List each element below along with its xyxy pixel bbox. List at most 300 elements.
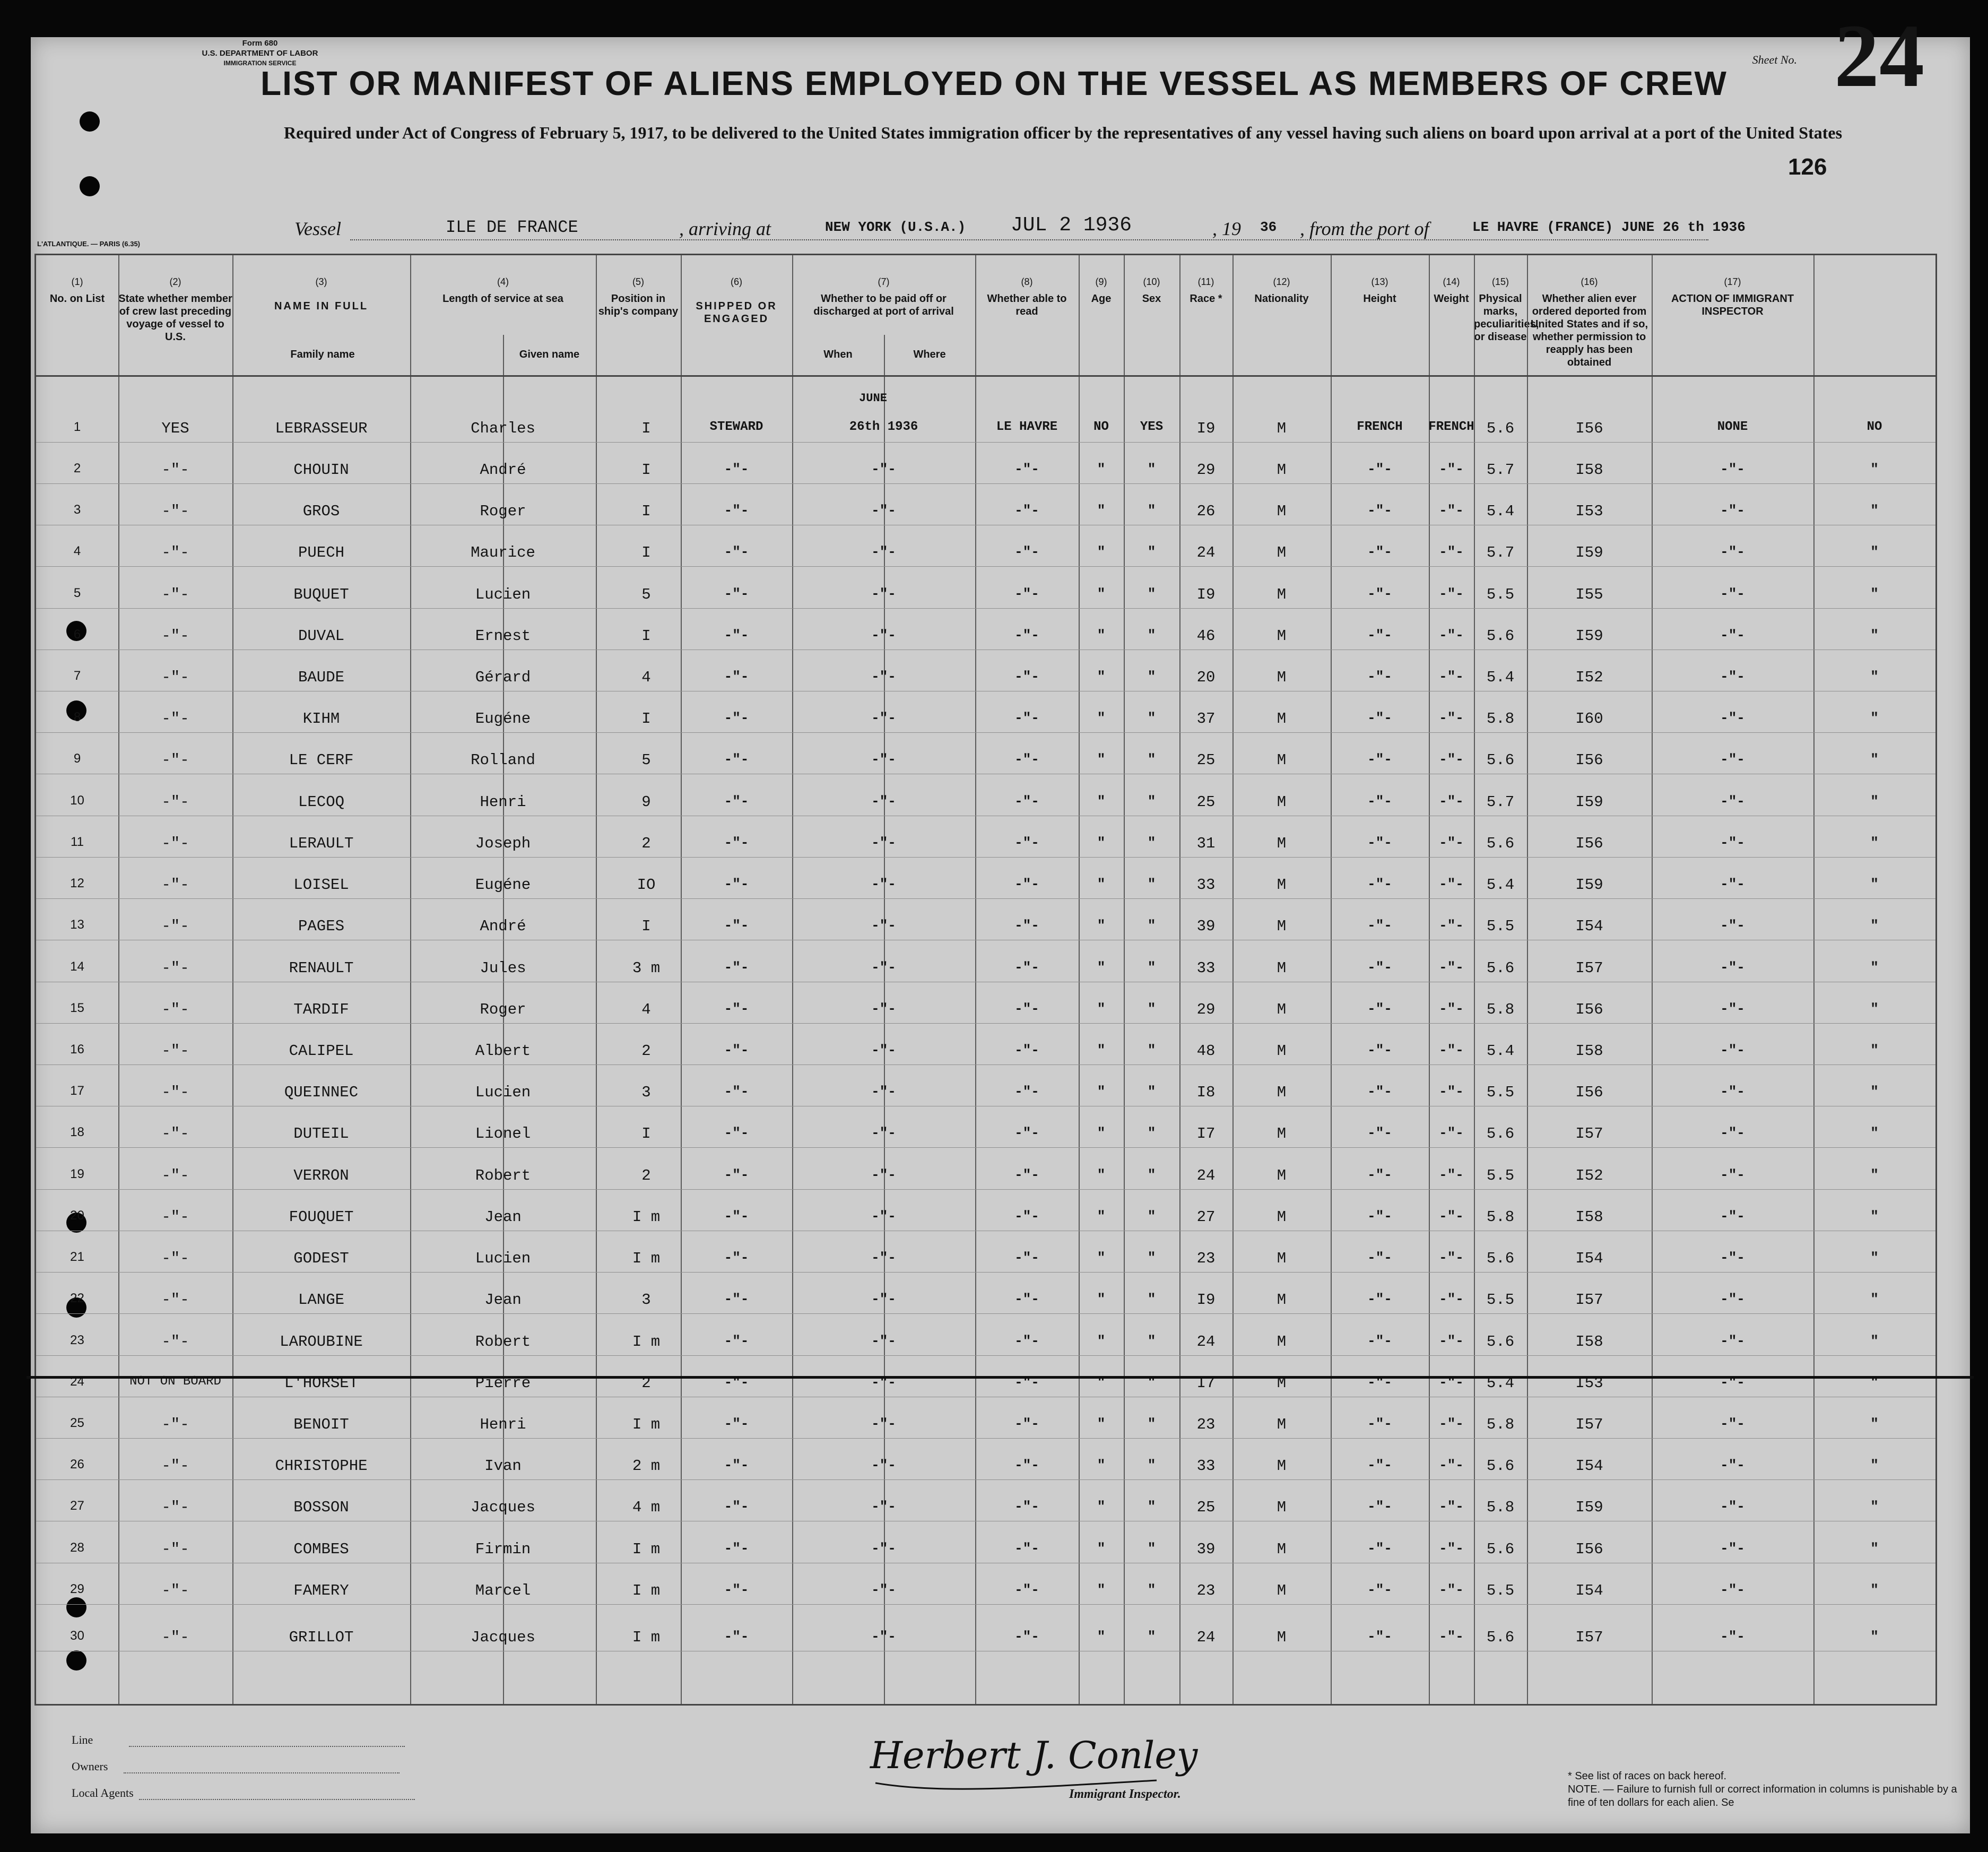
inspector-label: Immigrant Inspector. — [1069, 1787, 1181, 1801]
column-header-16 — [1527, 255, 1652, 375]
length-of-service: 4 — [641, 1001, 651, 1018]
height: 5.6 — [1486, 1457, 1515, 1475]
ditto-mark: -"- — [1367, 1167, 1392, 1183]
sex: M — [1277, 1416, 1287, 1433]
row-number: 21 — [70, 1250, 84, 1264]
ditto-mark: -"- — [1014, 503, 1039, 518]
physical-marks: NONE — [1717, 420, 1748, 434]
ditto-mark: " — [1097, 1499, 1106, 1515]
race: FRENCH — [1357, 420, 1403, 434]
weight: I52 — [1575, 669, 1603, 686]
column-header-17 — [1652, 255, 1813, 375]
given-name: Ernest — [475, 627, 531, 645]
previous-voyage: NOT ON BOARD — [129, 1374, 221, 1389]
family-name: LE CERF — [289, 751, 354, 769]
weight: I59 — [1575, 876, 1603, 894]
from-label: , from the port of — [1300, 218, 1429, 239]
ditto-mark: -"- — [1720, 1125, 1745, 1141]
column-header-11 — [1179, 255, 1232, 375]
row-rule — [36, 483, 1935, 484]
family-name: BOSSON — [293, 1499, 349, 1516]
ditto-mark: -"- — [1439, 1582, 1464, 1598]
length-of-service: 2 — [641, 1042, 651, 1060]
ditto-mark: " — [1097, 1541, 1106, 1556]
arriving-port: NEW YORK (U.S.A.) — [825, 219, 966, 235]
given-name: Maurice — [471, 544, 535, 561]
row-rule — [36, 1313, 1935, 1314]
column-label: SHIPPED OR ENGAGED — [696, 300, 777, 325]
given-name: Robert — [475, 1167, 531, 1184]
length-of-service: I — [641, 503, 651, 520]
ditto-mark: " — [1097, 1084, 1106, 1100]
local-agents-label: Local Agents — [72, 1786, 134, 1799]
ditto-mark: -"- — [1439, 1167, 1464, 1183]
weight: I59 — [1575, 627, 1603, 645]
ditto-mark: " — [1147, 876, 1156, 892]
row-number: 14 — [70, 959, 84, 974]
ditto-mark: -"- — [1367, 876, 1392, 892]
sex: M — [1277, 503, 1287, 520]
ditto-mark: -"- — [1367, 1208, 1392, 1224]
given-name: Jules — [480, 959, 526, 977]
sex: M — [1277, 1582, 1287, 1599]
weight: I56 — [1575, 835, 1603, 852]
family-name: CALIPEL — [289, 1042, 354, 1060]
row-rule — [36, 1272, 1935, 1273]
ditto-mark: -"- — [724, 835, 749, 851]
ditto-mark: -"- — [1367, 1541, 1392, 1556]
ditto-mark: -"- — [1439, 1291, 1464, 1307]
subheader-given: Given name — [519, 349, 580, 360]
weight: I57 — [1575, 1416, 1603, 1433]
ditto-mark: " — [1870, 710, 1879, 726]
previous-voyage: -"- — [161, 751, 189, 769]
form-line: U.S. DEPARTMENT OF LABOR — [202, 49, 318, 58]
ditto-mark: -"- — [1439, 1084, 1464, 1100]
ditto-mark: -"- — [1367, 1629, 1392, 1645]
ditto-mark: -"- — [1720, 1001, 1745, 1017]
ditto-mark: -"- — [1720, 461, 1745, 477]
ditto-mark: " — [1097, 586, 1106, 602]
ditto-mark: -"- — [1439, 1250, 1464, 1266]
length-of-service: I — [641, 461, 651, 479]
ditto-mark: -"- — [724, 1457, 749, 1473]
ditto-mark: -"- — [1439, 1629, 1464, 1645]
sex: M — [1277, 1291, 1287, 1309]
column-header-8 — [975, 255, 1079, 375]
height: 5.5 — [1486, 918, 1515, 935]
column-header-12 — [1232, 255, 1331, 375]
vessel-line-rule — [350, 239, 1708, 240]
column-rule — [1429, 255, 1430, 1704]
column-number: (8) — [1021, 276, 1033, 287]
family-name: DUVAL — [298, 627, 345, 645]
age: 23 — [1196, 1416, 1216, 1433]
weight: I58 — [1575, 1208, 1603, 1226]
weight: I57 — [1575, 959, 1603, 977]
age: I8 — [1196, 1084, 1216, 1101]
header-rule — [36, 375, 1935, 377]
ditto-mark: " — [1097, 1250, 1106, 1266]
ditto-mark: -"- — [1014, 1208, 1039, 1224]
ditto-mark: -"- — [1367, 1291, 1392, 1307]
previous-voyage: -"- — [161, 627, 189, 645]
ditto-mark: -"- — [1367, 1125, 1392, 1141]
sex: M — [1277, 461, 1287, 479]
column-number: (16) — [1581, 276, 1598, 287]
row-number: 2 — [73, 461, 81, 475]
sex: M — [1277, 1042, 1287, 1060]
sex: M — [1277, 669, 1287, 686]
family-name: VERRON — [293, 1167, 349, 1184]
ditto-mark: " — [1097, 627, 1106, 643]
length-of-service: I m — [632, 1541, 661, 1558]
column-label: Sex — [1142, 293, 1161, 305]
sex: M — [1277, 1374, 1287, 1392]
previous-voyage: -"- — [161, 669, 189, 686]
ditto-mark: -"- — [871, 544, 896, 560]
ditto-mark: -"- — [1014, 959, 1039, 975]
ditto-mark: " — [1097, 959, 1106, 975]
column-label: Length of service at sea — [442, 293, 563, 305]
height: 5.8 — [1486, 1416, 1515, 1433]
height: 5.7 — [1486, 461, 1515, 479]
ditto-mark: -"- — [871, 461, 896, 477]
ditto-mark: -"- — [1367, 1499, 1392, 1515]
printer-imprint: L'ATLANTIQUE. — PARIS (6.35) — [37, 240, 141, 248]
ditto-mark: -"- — [871, 1001, 896, 1017]
ditto-mark: -"- — [1367, 461, 1392, 477]
column-label: Age — [1091, 293, 1112, 305]
length-of-service: I — [641, 710, 651, 728]
given-name: Roger — [480, 503, 526, 520]
previous-voyage: -"- — [161, 1167, 189, 1184]
sex: M — [1277, 1250, 1287, 1267]
ditto-mark: -"- — [1014, 586, 1039, 602]
column-header-9 — [1079, 255, 1124, 375]
column-rule — [1527, 255, 1528, 1704]
row-rule — [36, 1147, 1935, 1148]
ditto-mark: -"- — [724, 1541, 749, 1556]
ditto-mark: " — [1870, 627, 1879, 643]
ditto-mark: -"- — [871, 1416, 896, 1432]
row-number: 29 — [70, 1582, 84, 1596]
ditto-mark: " — [1147, 627, 1156, 643]
ditto-mark: -"- — [1439, 1042, 1464, 1058]
length-of-service: I m — [632, 1582, 661, 1599]
ditto-mark: -"- — [1367, 1250, 1392, 1266]
ditto-mark: -"- — [724, 710, 749, 726]
height: 5.6 — [1486, 959, 1515, 977]
row-number: 28 — [70, 1541, 84, 1555]
column-label: NAME IN FULL — [274, 300, 369, 312]
ditto-mark: " — [1870, 1499, 1879, 1515]
race-note: * See list of races on back hereof. — [1568, 1770, 1727, 1782]
paid-off: NO — [1093, 420, 1109, 434]
weight: I59 — [1575, 544, 1603, 561]
age: I9 — [1196, 586, 1216, 603]
previous-voyage: -"- — [161, 918, 189, 935]
previous-voyage: -"- — [161, 793, 189, 811]
ditto-mark: -"- — [871, 503, 896, 518]
row-number: 22 — [70, 1291, 84, 1305]
length-of-service: I m — [632, 1208, 661, 1226]
ditto-mark: " — [1147, 1125, 1156, 1141]
family-name: COMBES — [293, 1541, 349, 1558]
given-name: Charles — [471, 420, 535, 437]
sex: M — [1277, 1629, 1287, 1646]
ditto-mark: " — [1147, 1250, 1156, 1266]
shipped-when: 26th 1936 — [849, 420, 918, 434]
ditto-mark: -"- — [724, 1374, 749, 1390]
ditto-mark: -"- — [1720, 1250, 1745, 1266]
family-name: GRILLOT — [289, 1629, 354, 1646]
ditto-mark: -"- — [1014, 1042, 1039, 1058]
ditto-mark: -"- — [1439, 544, 1464, 560]
ditto-mark: " — [1147, 1457, 1156, 1473]
deported: NO — [1867, 420, 1882, 434]
age: 29 — [1196, 461, 1216, 479]
height: 5.6 — [1486, 1629, 1515, 1646]
ditto-mark: -"- — [724, 793, 749, 809]
length-of-service: I m — [632, 1333, 661, 1351]
ditto-mark: " — [1870, 503, 1879, 518]
ditto-mark: -"- — [1367, 710, 1392, 726]
ditto-mark: " — [1147, 1541, 1156, 1556]
sex: M — [1277, 1499, 1287, 1516]
height: 5.4 — [1486, 669, 1515, 686]
height: 5.8 — [1486, 710, 1515, 728]
ditto-mark: -"- — [724, 544, 749, 560]
ditto-mark: -"- — [1720, 876, 1745, 892]
ditto-mark: -"- — [871, 710, 896, 726]
ditto-mark: " — [1097, 503, 1106, 518]
ditto-mark: -"- — [1439, 669, 1464, 685]
height: 5.4 — [1486, 876, 1515, 894]
ditto-mark: -"- — [1720, 835, 1745, 851]
family-name: BAUDE — [298, 669, 345, 686]
given-name: Firmin — [475, 1541, 531, 1558]
given-name: Jean — [484, 1291, 522, 1309]
ditto-mark: -"- — [1014, 1457, 1039, 1473]
ditto-mark: " — [1097, 1291, 1106, 1307]
ditto-mark: -"- — [1720, 1499, 1745, 1515]
row-rule — [36, 732, 1935, 733]
ditto-mark: -"- — [1720, 959, 1745, 975]
previous-voyage: -"- — [161, 876, 189, 894]
age: 48 — [1196, 1042, 1216, 1060]
ditto-mark: -"- — [1014, 1374, 1039, 1390]
year-label: , 19 — [1212, 218, 1241, 239]
previous-voyage: -"- — [161, 1084, 189, 1101]
ditto-mark: -"- — [871, 1291, 896, 1307]
age: 24 — [1196, 544, 1216, 561]
height: 5.7 — [1486, 793, 1515, 811]
row-number: 3 — [73, 503, 81, 517]
line-rule — [129, 1746, 405, 1747]
ditto-mark: " — [1097, 1582, 1106, 1598]
column-label: No. on List — [49, 293, 105, 305]
column-rule — [975, 255, 976, 1704]
ditto-mark: -"- — [724, 1084, 749, 1100]
column-rule — [596, 255, 597, 1704]
ditto-mark: -"- — [1720, 918, 1745, 933]
sex: M — [1277, 876, 1287, 894]
column-number: (12) — [1273, 276, 1290, 287]
ditto-mark: -"- — [724, 959, 749, 975]
ditto-mark: " — [1147, 1416, 1156, 1432]
height: 5.7 — [1486, 544, 1515, 561]
given-name: Pierre — [475, 1374, 531, 1392]
sex: M — [1277, 793, 1287, 811]
ditto-mark: -"- — [871, 751, 896, 767]
line-field — [72, 1733, 405, 1747]
local-agents-field — [72, 1786, 415, 1800]
ditto-mark: -"- — [724, 1125, 749, 1141]
ditto-mark: -"- — [1367, 627, 1392, 643]
row-number: 9 — [73, 751, 81, 766]
length-of-service: I — [641, 918, 651, 935]
ditto-mark: " — [1097, 835, 1106, 851]
ditto-mark: -"- — [1014, 1629, 1039, 1645]
ditto-mark: -"- — [724, 669, 749, 685]
ditto-mark: " — [1870, 1291, 1879, 1307]
weight: I59 — [1575, 1499, 1603, 1516]
ditto-mark: -"- — [1720, 1582, 1745, 1598]
ditto-mark: " — [1147, 1374, 1156, 1390]
sex: M — [1277, 1084, 1287, 1101]
sheet-label: Sheet No. — [1752, 53, 1797, 66]
footnotes — [1568, 1770, 1971, 1810]
previous-voyage: -"- — [161, 544, 189, 561]
weight: I59 — [1575, 793, 1603, 811]
age: I7 — [1196, 1125, 1216, 1143]
column-rule — [1813, 255, 1815, 1704]
length-of-service: I m — [632, 1629, 661, 1646]
ditto-mark: " — [1870, 1167, 1879, 1183]
ditto-mark: -"- — [871, 1582, 896, 1598]
column-rule — [118, 255, 119, 1704]
ditto-mark: -"- — [871, 1042, 896, 1058]
ditto-mark: -"- — [1014, 627, 1039, 643]
ditto-mark: " — [1870, 1457, 1879, 1473]
column-label: Height — [1363, 293, 1396, 305]
row-rule — [36, 1479, 1935, 1480]
ditto-mark: -"- — [1367, 1333, 1392, 1349]
ditto-mark: " — [1870, 1374, 1879, 1390]
ditto-mark: " — [1097, 1001, 1106, 1017]
weight: I56 — [1575, 1084, 1603, 1101]
weight: I56 — [1575, 1001, 1603, 1018]
age: I9 — [1196, 1291, 1216, 1309]
weight: I58 — [1575, 461, 1603, 479]
length-of-service: 2 — [641, 835, 651, 852]
ditto-mark: -"- — [1014, 1291, 1039, 1307]
vessel-name: ILE DE FRANCE — [446, 218, 578, 237]
able-to-read: YES — [1140, 420, 1164, 434]
ditto-mark: -"- — [1439, 503, 1464, 518]
vessel-line — [0, 210, 1988, 241]
ditto-mark: " — [1097, 918, 1106, 933]
weight: I56 — [1575, 420, 1603, 437]
family-name: CHOUIN — [293, 461, 349, 479]
given-name: Lucien — [475, 1250, 531, 1267]
age: 24 — [1196, 1167, 1216, 1184]
length-of-service: 3 m — [632, 959, 661, 977]
length-of-service: 9 — [641, 793, 651, 811]
ditto-mark: -"- — [1367, 1084, 1392, 1100]
sex: M — [1277, 1208, 1287, 1226]
punch-hole — [80, 176, 100, 196]
ditto-mark: " — [1147, 1629, 1156, 1645]
ditto-mark: -"- — [1720, 627, 1745, 643]
row-number: 7 — [73, 669, 81, 683]
ditto-mark: -"- — [1439, 627, 1464, 643]
row-rule — [36, 1438, 1935, 1439]
previous-voyage: -"- — [161, 710, 189, 728]
row-rule — [36, 1189, 1935, 1190]
ditto-mark: " — [1870, 918, 1879, 933]
weight: I53 — [1575, 503, 1603, 520]
weight: I58 — [1575, 1333, 1603, 1351]
ditto-mark: " — [1870, 1333, 1879, 1349]
height: 5.5 — [1486, 1291, 1515, 1309]
ditto-mark: " — [1097, 793, 1106, 809]
ditto-mark: -"- — [1014, 710, 1039, 726]
ditto-mark: " — [1870, 1125, 1879, 1141]
given-name: Rolland — [471, 751, 535, 769]
family-name: PUECH — [298, 544, 345, 561]
strike-through-line — [27, 1376, 1974, 1379]
ditto-mark: -"- — [871, 669, 896, 685]
family-name: LANGE — [298, 1291, 345, 1309]
sex: M — [1277, 586, 1287, 603]
ditto-mark: -"- — [724, 627, 749, 643]
height: 5.6 — [1486, 751, 1515, 769]
ditto-mark: " — [1870, 793, 1879, 809]
sheet-number: 24 — [1834, 6, 1924, 106]
ditto-mark: " — [1097, 669, 1106, 685]
row-number: 26 — [70, 1457, 84, 1472]
ditto-mark: " — [1147, 1001, 1156, 1017]
ditto-mark: -"- — [724, 751, 749, 767]
row-rule — [36, 566, 1935, 567]
previous-voyage: -"- — [161, 1629, 189, 1646]
row-number: 15 — [70, 1001, 84, 1015]
family-name: FAMERY — [293, 1582, 349, 1599]
ditto-mark: -"- — [1367, 959, 1392, 975]
ditto-mark: " — [1147, 1042, 1156, 1058]
ditto-mark: -"- — [724, 461, 749, 477]
ditto-mark: -"- — [1367, 751, 1392, 767]
height: 5.6 — [1486, 1541, 1515, 1558]
ditto-mark: " — [1097, 1125, 1106, 1141]
ditto-mark: -"- — [1439, 461, 1464, 477]
height: 5.4 — [1486, 1042, 1515, 1060]
row-number: 16 — [70, 1042, 84, 1057]
sex: M — [1277, 627, 1287, 645]
row-rule — [36, 857, 1935, 858]
ditto-mark: -"- — [1014, 1125, 1039, 1141]
column-number: (9) — [1095, 276, 1107, 287]
row-rule — [36, 1604, 1935, 1605]
age: 25 — [1196, 793, 1216, 811]
age: I9 — [1196, 420, 1216, 437]
height: 5.6 — [1486, 627, 1515, 645]
ditto-mark: -"- — [1439, 1541, 1464, 1556]
row-rule — [36, 1023, 1935, 1024]
row-number: 24 — [70, 1374, 84, 1389]
